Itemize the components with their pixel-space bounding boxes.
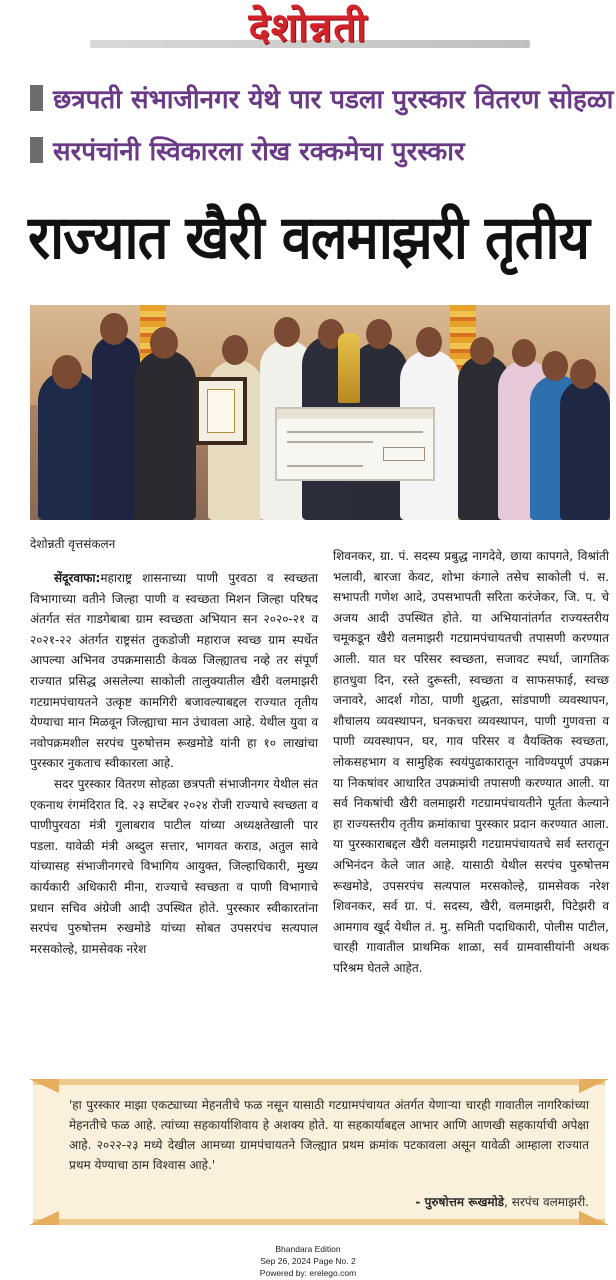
corner-decoration (579, 1079, 609, 1093)
edition-label: Bhandara Edition (275, 1244, 341, 1254)
person (92, 335, 140, 520)
person-head (274, 317, 300, 347)
quote-signature (415, 1193, 589, 1210)
headline: राज्यात खैरी वलमाझरी तृतीय (28, 203, 590, 273)
person-head (542, 351, 568, 381)
person (134, 350, 196, 520)
kicker-bullet-icon (30, 85, 43, 111)
news-photo (30, 305, 610, 520)
kicker-bullet-icon (30, 137, 43, 163)
person (38, 370, 100, 520)
person-head (222, 335, 248, 365)
person-head (416, 327, 442, 357)
kicker-text: सरपंचांनी स्विकारला रोख रक्कमेचा पुरस्कार (53, 137, 465, 167)
award-certificate-frame (195, 377, 247, 445)
quote-text: 'हा पुरस्कार माझा एकट्याच्या मेहनतीचे फळ नसून यासाठी गटग्रामपंचायत अंतर्गत येणाऱ्या चारही गावातील नागरिकांच्या मेहनतीचे फळ आहे. त्यांच्या सहकार्याशिवाय हे अशक्य होते. या सहकार्याबद्दल आभार आणि आणखी सहकार्याची अपेक्षा आहे. २०२२-२३ मध्ये देखील आमच्या ग्रामपंचायतने जिल्ह्यात प्रथम क्रमांक पटकावला असून यावेळी आम्हाला राज्यात प्रथम येण्याचा ठाम विश्वास आहे.' (69, 1098, 589, 1172)
masthead (0, 0, 616, 58)
newspaper-logo: देशोन्नती (248, 4, 368, 51)
person-head (100, 313, 128, 345)
person (560, 380, 610, 520)
corner-decoration (29, 1211, 59, 1225)
article-paragraph: शिवनकर, ग्रा. पं. सदस्य प्रबुद्ध नागदेवे, छाया कापगते, विश्रांती भलावी, बारजा केवट, शोभा कंगाले तसेच साकोली पं. स. सभापती गणेश आदे, उपसभापती सरिता करंजेकर, जि. प. चे अजय आदी उपस्थित होते. या अभियानांतर्गत राज्यस्तरीय चमूकडून खैरी वलमाझरी गटग्रामपंचायतची तपासणी करण्यात आली. यात घर परिसर स्वच्छता, सजावट स्पर्धा, जागतिक हातधुवा दिन, रस्ते दुरूस्ती, स्वच्छता व साफसफाई, स्वच्छ जनावरे, आदर्श गोठा, पाणी शुद्धता, सांडपाणी व्यवस्थापन, शौचालय व्यवस्थापन, घनकचरा व्यवस्थापन, पाणी गुणवत्ता व पाणी व्यवस्थापन, घर, गाव परिसर व वैयक्तिक स्वच्छता, लोकसहभाग व सामुहिक स्वयंपुढाकारातून नाविण्यपूर्ण उपक्रम या निकषांवर आधारित उपक्रमांची तपासणी करण्यात आली. या सर्व निकषांची खैरी वलमाझरी गटग्रामपंचायतीने पूर्तता केल्याने हा राज्यस्तरीय तृतीय क्रमांकाचा पुरस्कार प्रदान करण्यात आला. या पुरस्काराबद्दल खैरी वलमाझरी गटग्रामपंचायतचे सर्व स्तरातून अभिनंदन केले जात आहे. यासाठी येथील सरपंच पुरुषोत्तम रूखमोडे, उपसरपंच सत्यपाल मरसकोल्हे, ग्रामसेवक नरेश शिवनकर, सर्व ग्रा. पं. सदस्य, खैरी, वलमाझरी, पिटेझरी व आमगाव खूर्द येथील तं. मु. समिती पदाधिकारी, पोलीस पाटील, चारही गावातील प्राथमिक शाळा, सर्व ग्रामवासीयांनी अथक परिश्रम घेतले आहेत. (333, 549, 609, 975)
news-credit: देशोन्नती वृत्तसंकलन (30, 537, 116, 551)
powered-by-label: Powered by: erelego.com (259, 1268, 357, 1278)
article-column-left (30, 568, 318, 959)
trophy-icon (338, 333, 360, 403)
corner-decoration (579, 1211, 609, 1225)
kicker-line-1 (30, 80, 613, 116)
kicker-text: छत्रपती संभाजीनगर येथे पार पडला पुरस्कार वितरण सोहळा (53, 85, 614, 115)
page-footer (0, 1243, 616, 1279)
person-head (366, 319, 392, 349)
corner-decoration (29, 1079, 59, 1093)
person-head (150, 327, 178, 359)
article-paragraph: सेंदूरवाफा:महाराष्ट्र शासनाच्या पाणी पुरवठा व स्वच्छता विभागाच्या वतीने जिल्हा पाणी व स्वच्छता मिशन जिल्हा परिषद अंतर्गत संत गाडगेबाबा ग्राम स्वच्छता अभियान सन २०२०-२१ व २०२१-२२ अंतर्गत राष्ट्रसंत तुकडोजी महाराज स्वच्छ ग्राम स्पर्धेत आपल्या अभिनव उपक्रमासाठी केवळ जिल्ह्यातच नव्हे तर संपूर्ण राज्यात प्रसिद्ध असलेल्या साकोली तालुक्यातील खैरी वलमाझरी गटग्रामपंचायतने उत्कृष्ट कामगिरी बजावल्याबद्दल राज्यात तृतीय येण्याचा मान मिळवून जिल्ह्याचा मान उंचावला आहे. येथील युवा व नवोपक्रमशील सरपंच पुरुषोत्तम रूखमोडे यांनी हा १० लाखांचा पुरस्कार नुकताच स्वीकारला आहे. (30, 571, 318, 771)
article-paragraph: सदर पुरस्कार वितरण सोहळा छत्रपती संभाजीनगर येथील संत एकनाथ रंगमंदिरात दि. २३ सप्टेंबर २०२४ रोजी राज्याचे स्वच्छता व पाणीपुरवठा मंत्री गुलाबराव पाटील यांच्या अध्यक्षतेखाली पार पडला. यावेळी मंत्री अब्दुल सत्तार, भागवत कराड, अतुल सावे यांच्यासह संभाजीनगरचे विभागिय आयुक्त, जिल्हाधिकारी, मुख्य कार्यकारी अधिकारी मीना, राज्याचे स्वच्छता व पाणी विभागाचे प्रधान सचिव अंग्रेजी आदी उपस्थित होते. पुरस्कार स्वीकारतांना सरपंच पुरुषोत्तम रुखमोडे यांच्या सोबत उपसरपंच सत्यपाल मरसकोल्हे, ग्रामसेवक नरेश (30, 776, 318, 956)
quote-box (33, 1079, 605, 1225)
kicker-line-2 (30, 132, 465, 168)
award-cheque (275, 407, 435, 481)
date-page-label: Sep 26, 2024 Page No. 2 (260, 1256, 356, 1266)
person-head (470, 337, 494, 365)
person-head (512, 339, 536, 367)
person-head (52, 355, 82, 389)
dateline: सेंदूरवाफा: (54, 571, 101, 585)
signature-name: - पुरुषोत्तम रूखमोडे (415, 1195, 505, 1209)
signature-role: , सरपंच वलमाझरी. (504, 1195, 589, 1209)
person-head (570, 359, 596, 389)
article-column-right (333, 546, 609, 978)
